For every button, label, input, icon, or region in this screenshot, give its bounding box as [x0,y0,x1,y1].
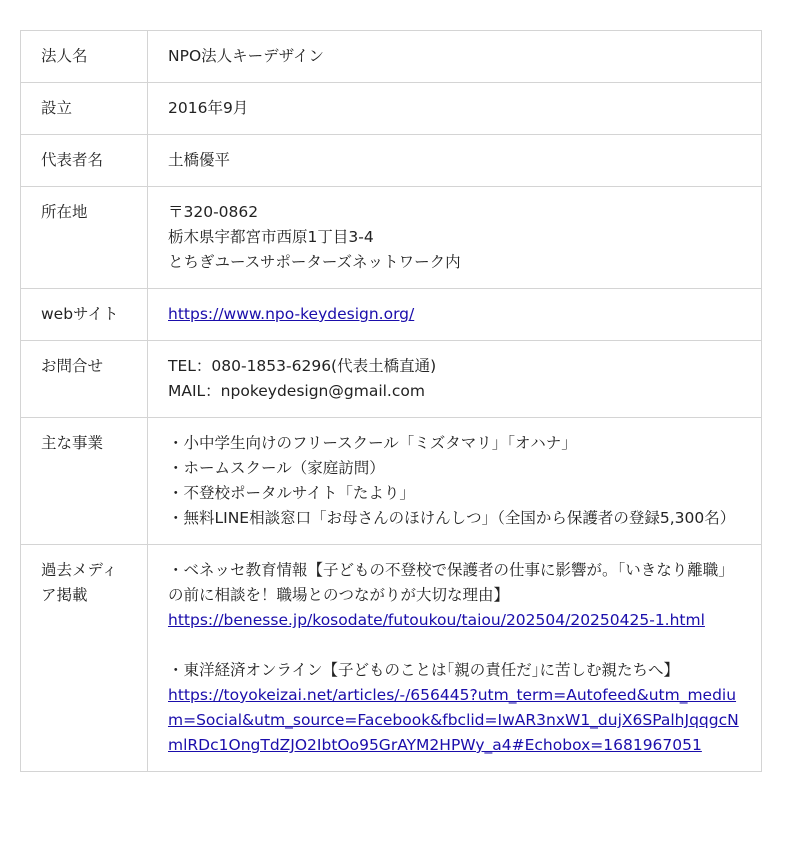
address-building: とちぎユースサポーターズネットワーク内 [168,253,461,271]
media-item-title: ・東洋経済オンライン【子どものことは｢親の責任だ｣に苦しむ親たちへ】 [168,661,680,679]
representative-name: 土橋優平 [168,151,231,169]
business-item: ・小中学生向けのフリースクール「ミズタマリ」「オハナ」 [168,434,577,452]
table-row-contact [21,341,762,418]
row-value [148,545,762,772]
media-item-link[interactable]: https://benesse.jp/kosodate/futoukou/taiou/202504/20250425-1.html [168,611,705,629]
row-value [148,418,762,545]
media-item-title: ・ベネッセ教育情報【子どもの不登校で保護者の仕事に影響が。「いきなり離職」の前に相談を！職場とのつながりが大切な理由】 [168,561,734,604]
row-label: 設立 [21,83,148,135]
established-date: 2016年9月 [168,99,249,117]
row-value [148,31,762,83]
row-value [148,83,762,135]
row-label: webサイト [21,289,148,341]
row-label: 過去メディア掲載 [21,545,148,772]
company-info-table [20,30,762,772]
contact-email: MAIL：npokeydesign@gmail.com [168,382,425,400]
row-value [148,187,762,289]
row-value [148,289,762,341]
postal-code: 〒320-0862 [168,203,259,221]
table-row-website [21,289,762,341]
contact-phone: TEL：080-1853-6296(代表土橋直通) [168,357,437,375]
company-info-table-container [20,30,762,772]
table-row-media [21,545,762,772]
business-item: ・不登校ポータルサイト「たより」 [168,484,415,502]
row-label: 法人名 [21,31,148,83]
address-line: 栃木県宇都宮市西原1丁目3-4 [168,228,374,246]
row-label: お問合せ [21,341,148,418]
table-row-representative [21,135,762,187]
row-label: 主な事業 [21,418,148,545]
table-row-main-business [21,418,762,545]
website-link[interactable]: https://www.npo-keydesign.org/ [168,305,415,323]
row-label: 代表者名 [21,135,148,187]
business-item: ・ホームスクール（家庭訪問） [168,459,385,477]
media-item-link[interactable]: https://toyokeizai.net/articles/-/656445?utm_term=Autofeed&utm_medium=Social&utm_source=Facebook&fbclid=IwAR3nxW1_dujX6SPalhJqqgcNmlRDc1OngTdZJO2IbtOo95GrAYM2HPWy_a4#Echobox=1681967051 [168,686,739,754]
row-value [148,135,762,187]
row-label: 所在地 [21,187,148,289]
corporate-name: NPO法人キーデザイン [168,47,325,65]
table-row-established [21,83,762,135]
row-value [148,341,762,418]
table-row-address [21,187,762,289]
table-row-corporate-name [21,31,762,83]
business-item: ・無料LINE相談窓口「お母さんのほけんしつ」（全国から保護者の登録5,300名） [168,509,736,527]
media-spacer [168,633,743,658]
